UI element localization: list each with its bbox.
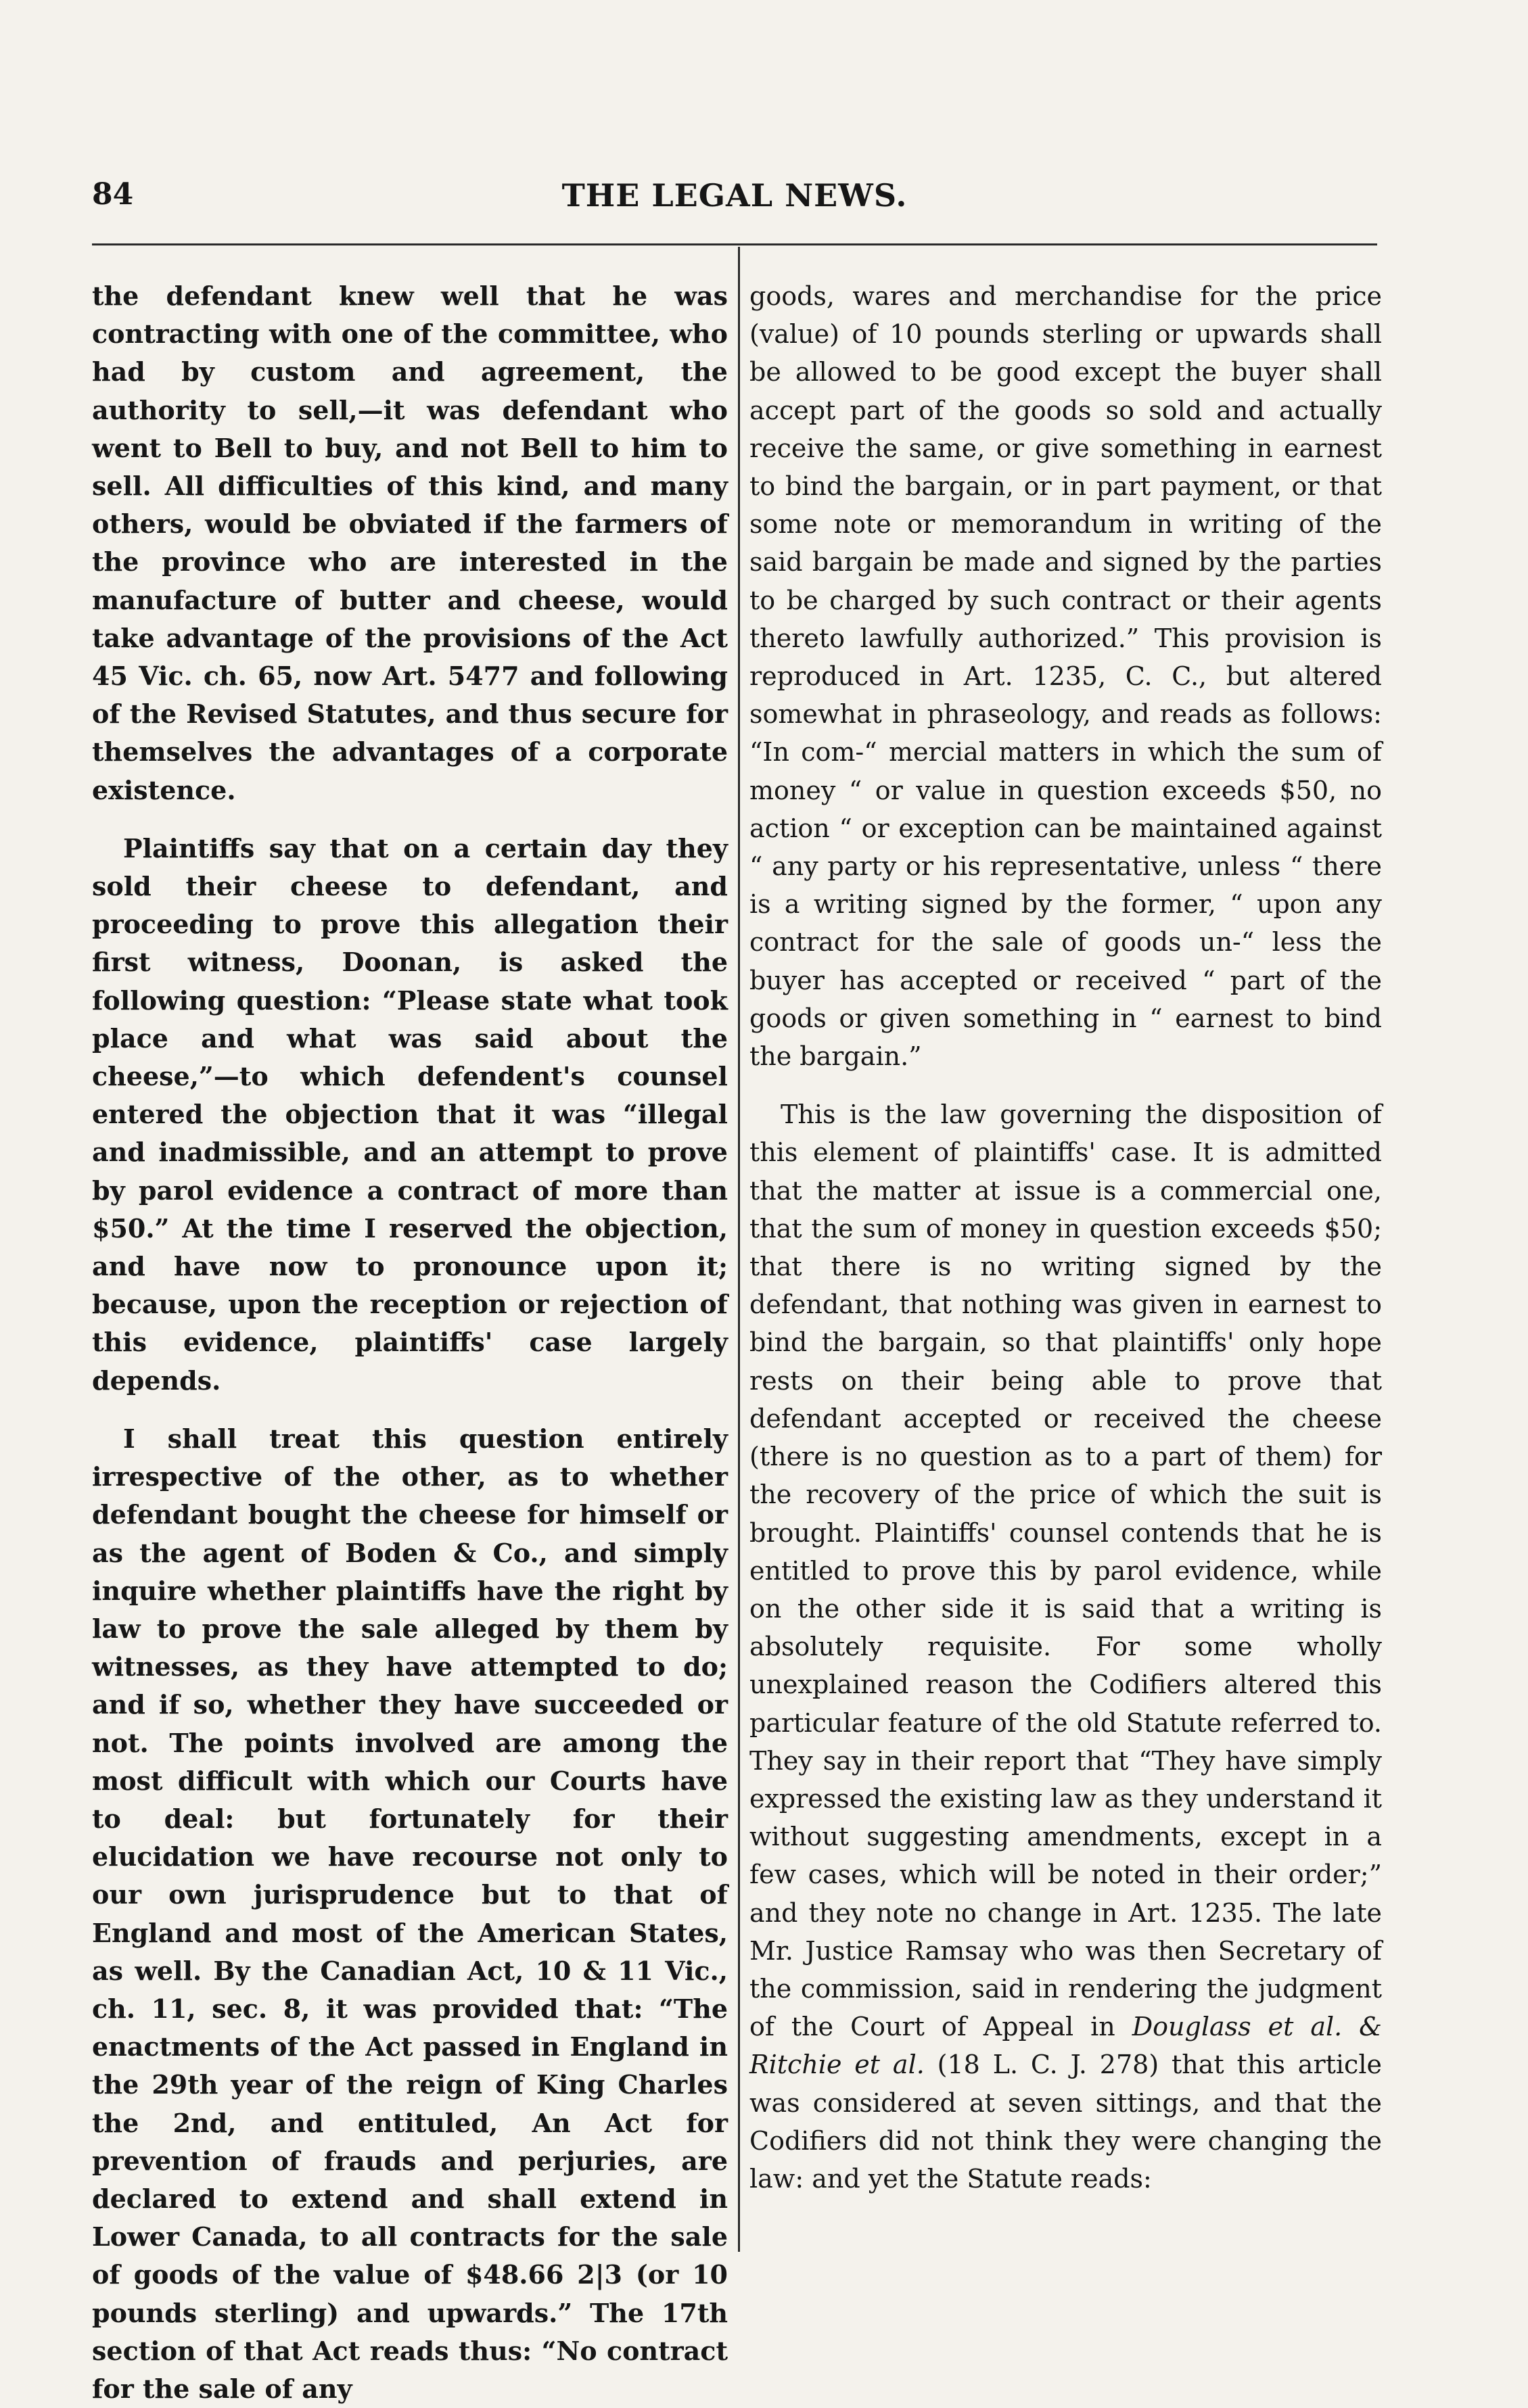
paragraph: goods, wares and merchandise for the price (value) of 10 pounds sterling or upwards shall be allowed to be good except the buyer shall accept part of the goods so sold and actually receive the same, or give something in earnest to bind the bargain, or in part payment, or that some note or memorandum in writing of the said bargain be made and signed by the parties to be charged by such contract or their agents thereto lawfully authorized.” This provision is reproduced in Art. 1235, C. C., but altered somewhat in phraseology, and reads as follows: “In com-“ mercial matters in which the sum of money “ or value in question exceeds $50, no action “ or exception can be maintained against “ any party or his representative, unless “ there is a writing signed by the former, “ upon any contract for the sale of goods un-“ less the buyer has accepted or received “ part of the goods or given something in “ earnest to bind the bargain.” <box>749 281 1382 1072</box>
header-rule <box>92 243 1377 245</box>
right-column <box>749 277 1382 2198</box>
column-divider <box>738 247 740 2252</box>
page-number: 84 <box>92 177 134 212</box>
running-header <box>92 177 1377 231</box>
running-title: THE LEGAL NEWS. <box>561 177 908 214</box>
paragraph-text: This is the law governing the disposition of this element of plaintiffs' case. It is admitted that the matter at issue is a commercial one, that the sum of money in question exceeds $50; that there is no writing signed by the defendant, that nothing was given in earnest to bind the bargain, so that plaintiffs' only hope rests on their being able to prove that defendant accepted or received the cheese (there is no question as to a part of them) for the recovery of the price of which the suit is brought. Plaintiffs' counsel contends that he is entitled to prove this by parol evidence, while on the other side it is said that a writing is absolutely requisite. For some wholly unexplained reason the Codifiers altered this particular feature of the old Statute referred to. They say in their report that “They have simply expressed the existing law as they understand it without suggesting amendments, except in a few cases, which will be noted in their order;” and they note no change in Art. 1235. The late Mr. Justice Ramsay who was then Secretary of the commission, said in rendering the judgment of the Court of Appeal in <box>749 1100 1382 2042</box>
paragraph: I shall treat this question entirely irrespective of the other, as to whether defendant bought the cheese for himself or as the agent of Boden & Co., and simply inquire whether plaintiffs have the right by law to prove the sale alleged by them by witnesses, as they have attempted to do; and if so, whether they have succeeded or not. The points involved are among the most difficult with which our Courts have to deal: but fortunately for their elucidation we have recourse not only to our own jurisprudence but to that of England and most of the American States, as well. By the Canadian Act, 10 & 11 Vic., ch. 11, sec. 8, it was provided that: “The enactments of the Act passed in England in the 29th year of the reign of King Charles the 2nd, and entituled, An Act for prevention of frauds and perjuries, are declared to extend and shall extend in Lower Canada, to all contracts for the sale of goods of the value of $48.66 2|3 (or 10 pounds sterling) and upwards.” The 17th section of that Act reads thus: “No contract for the sale of any <box>92 1423 728 2404</box>
paragraph: Plaintiffs say that on a certain day they sold their cheese to defendant, and proceeding to prove this allegation their first witness, Doonan, is asked the following question: “Please state what took place and what was said about the cheese,”—to which defendent's counsel entered the objection that it was “illegal and inadmissible, and an attempt to prove by parol evidence a contract of more than $50.” At the time I reserved the objection, and have now to pronounce upon it; because, upon the reception or rejection of this evidence, plaintiffs' case largely depends. <box>92 832 728 1396</box>
paragraph <box>749 1095 1382 2198</box>
left-column <box>92 277 728 2408</box>
paragraph: the defendant knew well that he was contracting with one of the committee, who had by custom and agreement, the authority to sell,—it was defendant who went to Bell to buy, and not Bell to him to sell. All difficulties of this kind, and many others, would be obviated if the farmers of the province who are interested in the manufacture of butter and cheese, would take advantage of the provisions of the Act 45 Vic. ch. 65, now Art. 5477 and following of the Revised Statutes, and thus secure for themselves the advantages of a corporate existence. <box>92 281 728 805</box>
case-name: Douglass et al. & Ritchie et al. <box>749 2012 1382 2080</box>
paragraph-text: (18 L. C. J. 278) that this article was considered at seven sittings, and that the Codifiers did not think they were changing the law: and yet the Statute reads: <box>749 2050 1382 2194</box>
